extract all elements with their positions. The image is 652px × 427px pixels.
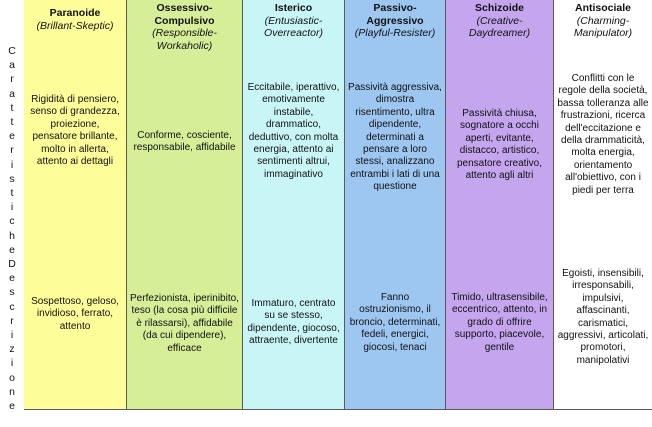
column-subtitle: (Responsible-Workaholic) bbox=[152, 27, 217, 52]
side-label bbox=[0, 0, 24, 427]
column-schizoide bbox=[446, 0, 554, 410]
cell-row2: Sospettoso, geloso, invidioso, ferrato, attento bbox=[31, 296, 119, 332]
column-header bbox=[243, 2, 344, 40]
column-antisociale bbox=[554, 0, 652, 410]
side-letter: i bbox=[10, 357, 14, 370]
side-letter: a bbox=[9, 59, 15, 72]
column-header bbox=[127, 2, 242, 52]
side-letter: i bbox=[10, 201, 14, 214]
column-ossessivo-compulsivo bbox=[127, 0, 243, 410]
side-letter: t bbox=[10, 101, 14, 114]
cell-row1: Eccitabile, iperattivo, emotivamente instabile, drammatico, deduttivo, con molta energia, attento ai sentimenti altrui, immaginativo bbox=[247, 82, 340, 180]
column-subtitle: (Playful-Resister) bbox=[354, 27, 436, 39]
cell-row1: Passività aggressiva, dimostra risentimento, ultra dipendente, determinati a pensare a loro stessi, analizzano entrambi i lati di una questione bbox=[348, 82, 442, 193]
side-letter: e bbox=[9, 400, 15, 413]
side-label-letters bbox=[3, 44, 21, 413]
side-letter: n bbox=[9, 385, 15, 398]
side-letter: c bbox=[9, 300, 15, 313]
side-letter: C bbox=[8, 45, 16, 57]
column-header bbox=[345, 2, 445, 40]
column-passivo-aggressivo bbox=[345, 0, 446, 410]
side-letter: s bbox=[9, 286, 15, 299]
side-letter: e bbox=[9, 243, 15, 256]
side-letter: z bbox=[9, 343, 15, 356]
column-isterico bbox=[243, 0, 345, 410]
column-title: Passivo-Aggressivo bbox=[366, 2, 424, 27]
side-letter: s bbox=[9, 172, 15, 185]
column-title: Schizoide bbox=[474, 2, 524, 14]
column-subtitle: (Charming-Manipulator) bbox=[573, 14, 633, 39]
column-subtitle: (Creative-Daydreamer) bbox=[468, 14, 531, 39]
cell-row1: Passività chiusa, sognatore a occhi aperti, evitante, distacco, artistico, pensatore creativo, attento agli altri bbox=[456, 108, 543, 182]
column-title: Antisociale bbox=[574, 2, 632, 14]
column-subtitle: (Brillant-Skeptic) bbox=[36, 19, 114, 32]
column-paranoide bbox=[24, 0, 127, 410]
column-header bbox=[446, 2, 553, 40]
column-header bbox=[24, 7, 126, 32]
column-title: Paranoide bbox=[49, 7, 101, 19]
side-letter: D bbox=[8, 258, 16, 271]
column-title: Isterico bbox=[274, 2, 313, 14]
table-bottom-border bbox=[24, 409, 652, 410]
side-letter: t bbox=[10, 116, 14, 129]
cell-row1: Conforme, cosciente, responsabile, affidabile bbox=[133, 130, 236, 154]
cell-row1: Rigidità di pensiero, senso di grandezza, proiezione, pensatore brillante, molto in allerta, attento ai dettagli bbox=[30, 94, 120, 168]
side-letter: r bbox=[10, 314, 14, 327]
column-title: Ossessivo-Compulsivo bbox=[154, 2, 215, 27]
side-letter: c bbox=[9, 215, 15, 228]
side-letter: i bbox=[10, 329, 14, 342]
column-header bbox=[554, 2, 652, 40]
cell-row2: Fanno ostruzionismo, il broncio, determinati, fedeli, energici, giocosi, tenaci bbox=[349, 292, 441, 353]
column-subtitle: (Entusiastic-Overreactor) bbox=[264, 14, 323, 39]
cell-row2: Immaturo, centrato su se stesso, dipendente, giocoso, attraente, divertente bbox=[247, 298, 340, 347]
cell-row2: Egoisti, insensibili, irresponsabili, impulsivi, affascinanti, carismatici, aggressivi, articolati, promotori, manipolativi bbox=[557, 268, 649, 366]
side-letter: h bbox=[9, 229, 15, 242]
cell-row1: Conflitti con le regole della società, bassa tolleranza alle frustrazioni, ricerca dell'eccitazione e della drammaticità, molta energia, orientamento all'obiettivo, con i piedi per terra bbox=[557, 73, 649, 196]
side-letter: o bbox=[9, 371, 15, 384]
side-letter: a bbox=[9, 87, 15, 100]
side-letter: e bbox=[9, 130, 15, 143]
side-letter: i bbox=[10, 158, 14, 171]
side-letter: t bbox=[10, 187, 14, 200]
side-letter: r bbox=[10, 73, 14, 86]
side-letter: r bbox=[10, 144, 14, 157]
side-letter: e bbox=[9, 272, 15, 285]
cell-row2: Perfezionista, iperinibito, teso (la cosa più difficile è rilassarsi), affidabile (da cui dipendere), efficace bbox=[130, 293, 239, 354]
cell-row2: Timido, ultrasensibile, eccentrico, attento, in grado di offrire supporto, piacevole, gentile bbox=[451, 292, 548, 353]
